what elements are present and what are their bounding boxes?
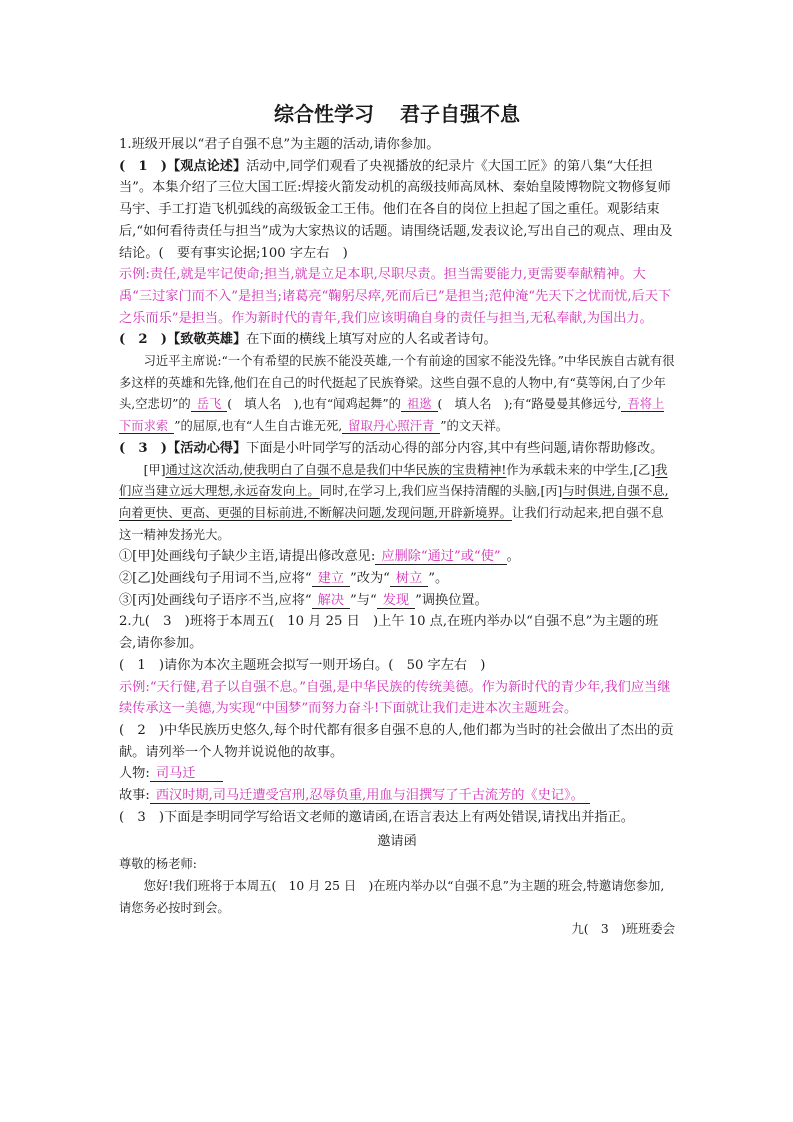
- q1-part1: ( 1 )【观点论述】活动中,同学们观看了央视播放的纪录片《大国工匠》的第八集“大任担当”。本集介绍了三位大国工匠:焊接火箭发动机的高级技师高凤林、秦始皇陵博物院文物修复师马宇、手工打造飞机弧线的高级钣金工王伟。他们在各自的岗位上担起了国之重任。观影结束后,“如何看待责任与担当”成为大家热议的话题。请围绕话题,发表议论,写出自己的观点、理由及结论。( 要有事实论据;100 字左右 ): [119, 158, 673, 261]
- q2-part1-answer: 示例:“天行健,君子以自强不息。”自强,是中华民族的传统美德。作为新时代的青少年,我们应当继续传承这一美德,为实现“中国梦”而努力奋斗!下面就让我们走进本次主题班会。: [119, 679, 671, 717]
- q2-part1: ( 1 )请你为本次主题班会拟写一则开场白。( 50 字左右 ): [119, 657, 486, 673]
- q2-part2: ( 2 )中华民族历史悠久,每个时代都有很多自强不息的人,他们都为当时的社会做出了杰出的贡献。请列举一个人物并说说他的故事。: [119, 722, 674, 760]
- q1-sub3: ③[丙]处画线句子语序不当,应将“ 解决 ”与“ 发现 ”调换位置。: [119, 592, 488, 608]
- answer-blank: 建立: [312, 571, 350, 587]
- q1-sub1: ①[甲]处画线句子缺少主语,请提出修改意见: 应删除“通过”或“使” 。: [119, 549, 520, 565]
- q1-part1-answer: 示例:责任,就是牢记使命;担当,就是立足本职,尽职尽责。担当需要能力,更需要奉献精神。大禹“三过家门而不入”是担当;诸葛亮“鞠躬尽瘁,死而后已”是担当;范仲淹“先天下之忧而忧,后天下之乐而乐”是担当。作为新时代的青年,我们应该明确自身的责任与担当,无私奉献,为国出力。: [119, 267, 672, 326]
- letter-signature: 九( 3 )班班委会: [571, 922, 675, 937]
- q2-person: 人物: 司马迁: [119, 763, 675, 785]
- q1-sub2: ②[乙]处画线句子用词不当,应将“ 建立 ”改为“ 树立 ”。: [119, 571, 449, 587]
- q2-part3: ( 3 )下面是李明同学写给语文老师的邀请函,在语言表达上有两处错误,请找出并指正。: [119, 809, 634, 825]
- q1-part3: ( 3 )【活动心得】下面是小叶同学写的活动心得的部分内容,其中有些问题,请你帮助修改。: [119, 440, 664, 456]
- worksheet: [119, 98, 675, 941]
- q1-part2-passage: 习近平主席说:“一个有希望的民族不能没英雄,一个有前途的国家不能没先锋。”中华民族自古就有很多这样的英雄和先锋,他们在自己的时代挺起了民族脊梁。这些自强不息的人物中,有“莫等闲,白了少年头,空悲切”的 岳飞 ( 填人名 ),也有“闻鸡起舞”的 祖逖 ( 填人名 );有“路曼曼其修远兮, 吾将上下而求索 ”的屈原,也有“人生自古谁无死, 留取丹心照汗青 ”的文天祥。: [119, 354, 675, 434]
- page-title: 综合性学习 君子自强不息: [274, 102, 520, 126]
- answer-blank: 祖逖: [401, 397, 438, 412]
- answer-blank: 岳飞: [191, 397, 228, 412]
- q1-part2: ( 2 )【致敬英雄】在下面的横线上填写对应的人名或者诗句。: [119, 332, 497, 348]
- q2-story: 故事: 西汉时期,司马迁遭受宫刑,忍辱负重,用血与泪撰写了千古流芳的《史记》。: [119, 785, 675, 807]
- answer-blank: 吾将上下而求索: [119, 397, 665, 434]
- q1-part3-passage: [甲]通过这次活动,使我明白了自强不息是我们中华民族的宝贵精神!作为承载未来的中学生,[乙]我们应当建立远大理想,永远奋发向上。同时,在学习上,我们应当保持清醒的头脑,[丙]与时俱进,自强不息,向着更快、更高、更强的目标前进,不断解决问题,发现问题,开辟新境界。让我们行动起来,把自强不息这一精神发扬光大。: [119, 462, 669, 542]
- q2-intro: 2.九( 3 )班将于本周五( 10 月 25 日 )上午 10 点,在班内举办以“自强不息”为主题的班会,请你参加。: [119, 614, 659, 652]
- letter-title: 邀请函: [377, 833, 417, 849]
- answer-blank: 留取丹心照汗青: [342, 419, 440, 434]
- q1-intro: 1.班级开展以“君子自强不息”为主题的活动,请你参加。: [119, 137, 440, 152]
- answer-blank: 树立: [390, 571, 428, 587]
- answer-blank: 应删除“通过”或“使”: [375, 549, 506, 565]
- answer-blank: 发现: [377, 593, 415, 609]
- answer-blank: 解决: [312, 593, 350, 609]
- letter-body: 您好!我们班将于本周五( 10 月 25 日 )在班内举办以“自强不息”为主题的班会,特邀请您参加,请您务必按时到会。: [119, 878, 665, 915]
- answer-blank: 西汉时期,司马迁遭受宫刑,忍辱负重,用血与泪撰写了千古流芳的《史记》。: [150, 788, 590, 804]
- answer-blank: 司马迁: [150, 766, 224, 782]
- letter-greeting: 尊敬的杨老师:: [119, 857, 197, 872]
